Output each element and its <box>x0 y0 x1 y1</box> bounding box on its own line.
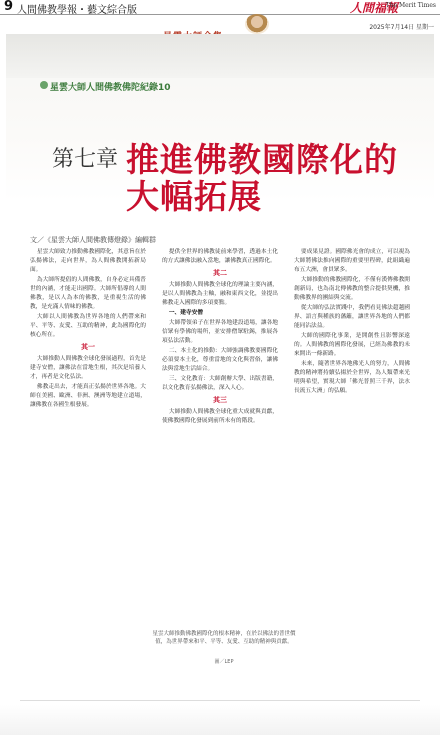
masthead-logo: 人間福報 <box>349 1 398 15</box>
paragraph: 要成果見證。國際佛光會的成立，可以視為大師將佛法推向國際的重要里程碑，此組織遍布五大洲，會員眾多。 <box>294 249 410 273</box>
section-title: 人間佛教學報・藝文綜合版 <box>17 5 137 16</box>
headline-line-2: 大幅拓展 <box>126 177 262 216</box>
hero-background-image <box>6 34 434 78</box>
page-number: 9 <box>4 0 14 14</box>
caption-text: 星雲大師推動佛教國際化的根本精神，在於以佛法的普世價值，為世界帶來和平、平等、友愛、互助的精神與貢獻。 <box>152 631 296 645</box>
article-column-1 <box>30 248 146 411</box>
article-column-3 <box>294 248 410 397</box>
top-bar <box>0 0 440 15</box>
section-heading: 其三 <box>213 396 227 404</box>
article-body <box>30 248 410 628</box>
section-heading: 其二 <box>213 269 227 277</box>
master-portrait-icon <box>245 14 269 34</box>
chapter-label: 第七章 <box>52 147 119 172</box>
paragraph: 大師帶領弟子在世界各地建設道場，讓各地信眾有學佛的場所，並安排僧眾駐錫，推展各項弘法活動。 <box>162 320 278 344</box>
masthead-english: The Merit Times <box>385 2 436 9</box>
byline: 文／《星雲大師人間佛教傳燈錄》編輯群 <box>30 236 156 244</box>
series-bullet-icon <box>40 81 48 89</box>
paragraph: 大師推動的佛教國際化，不僅有漢傳佛教開創新局，也為南北傳佛教的整合提供契機，推動佛教界的團結與交流。 <box>294 277 410 301</box>
paragraph: 提供全世界的佛教徒前來學習，透過本土化的方式讓佛法融入當地，讓佛教真正國際化。 <box>162 249 278 264</box>
paragraph: 佛教走出去，才能真正弘揚於世界各地。大師在美國、歐洲、非洲、澳洲等地建立道場，讓佛教在各國生根發展。 <box>30 384 146 408</box>
paragraph: 大師推動人間佛教全球化重大成就與貢獻，使佛教國際化發展到前所未有的階段。 <box>162 409 278 424</box>
paragraph: 星雲大師致力推動佛教國際化，其意旨在於弘揚佛法，走向世界，為人間佛教開拓新局面。 <box>30 249 146 273</box>
paragraph: 為大師所提倡的人間佛教，自身必定具備普世的內涵，才能走出國際。大師所倡導的人間佛教，是以人為本的佛教，是重視生活的佛教，是充滿人情味的佛教。 <box>30 277 146 310</box>
article-column-2 <box>162 248 278 427</box>
paragraph: 未來，隨著世界各地佛光人的努力，人間佛教的精神將持續弘揚於全世界，為人類帶來光明與希望，實現大師「佛光普照三千界，法水長流五大洲」的弘願。 <box>294 361 410 394</box>
footer-band <box>0 705 440 735</box>
paragraph: 二、本土化的推動：大師強調佛教要國際化必須要本土化，尊重當地的文化與習俗，讓佛法與當地生活結合。 <box>162 348 278 372</box>
point-heading: 一、建寺安僧 <box>168 310 203 316</box>
headline-line-1: 推進佛教國際化的 <box>126 140 398 179</box>
dateline: 2025年7月14日 星期一 <box>369 24 434 31</box>
series-subtitle: 星雲大師人間佛教佛陀紀錄10 <box>50 83 171 93</box>
paragraph: 大師以人間佛教為世界各地的人們帶來和平、平等、友愛、互助的精神，此為國際化的核心所在。 <box>30 314 146 338</box>
paragraph: 三、文化教育：大師創辦大學、出版書籍，以文化教育弘揚佛法，深入人心。 <box>162 376 278 391</box>
paragraph: 大師推動人間佛教全球化的理論主要內涵，是以人間佛教為主軸，融和東西文化，並提出佛教走入國際的多項要點。 <box>162 282 278 306</box>
paragraph: 從大師的弘法實踐中，我們看見佛法超越國界、語言與種族的藩籬，讓世界各地的人們都能同沾法益。 <box>294 305 410 329</box>
paragraph: 大師的國際化事業，是開創性且影響深遠的。人間佛教的國際化發展，已經為佛教的未來開出一條新路。 <box>294 333 410 357</box>
photo-credit: 圖／LEP <box>214 659 234 665</box>
section-heading: 其一 <box>81 343 95 351</box>
divider <box>20 700 420 701</box>
paragraph: 大師推動人間佛教全球化發展過程，首先是建寺安僧，讓佛法在當地生根，其次是培養人才，再者是文化弘法。 <box>30 356 146 380</box>
